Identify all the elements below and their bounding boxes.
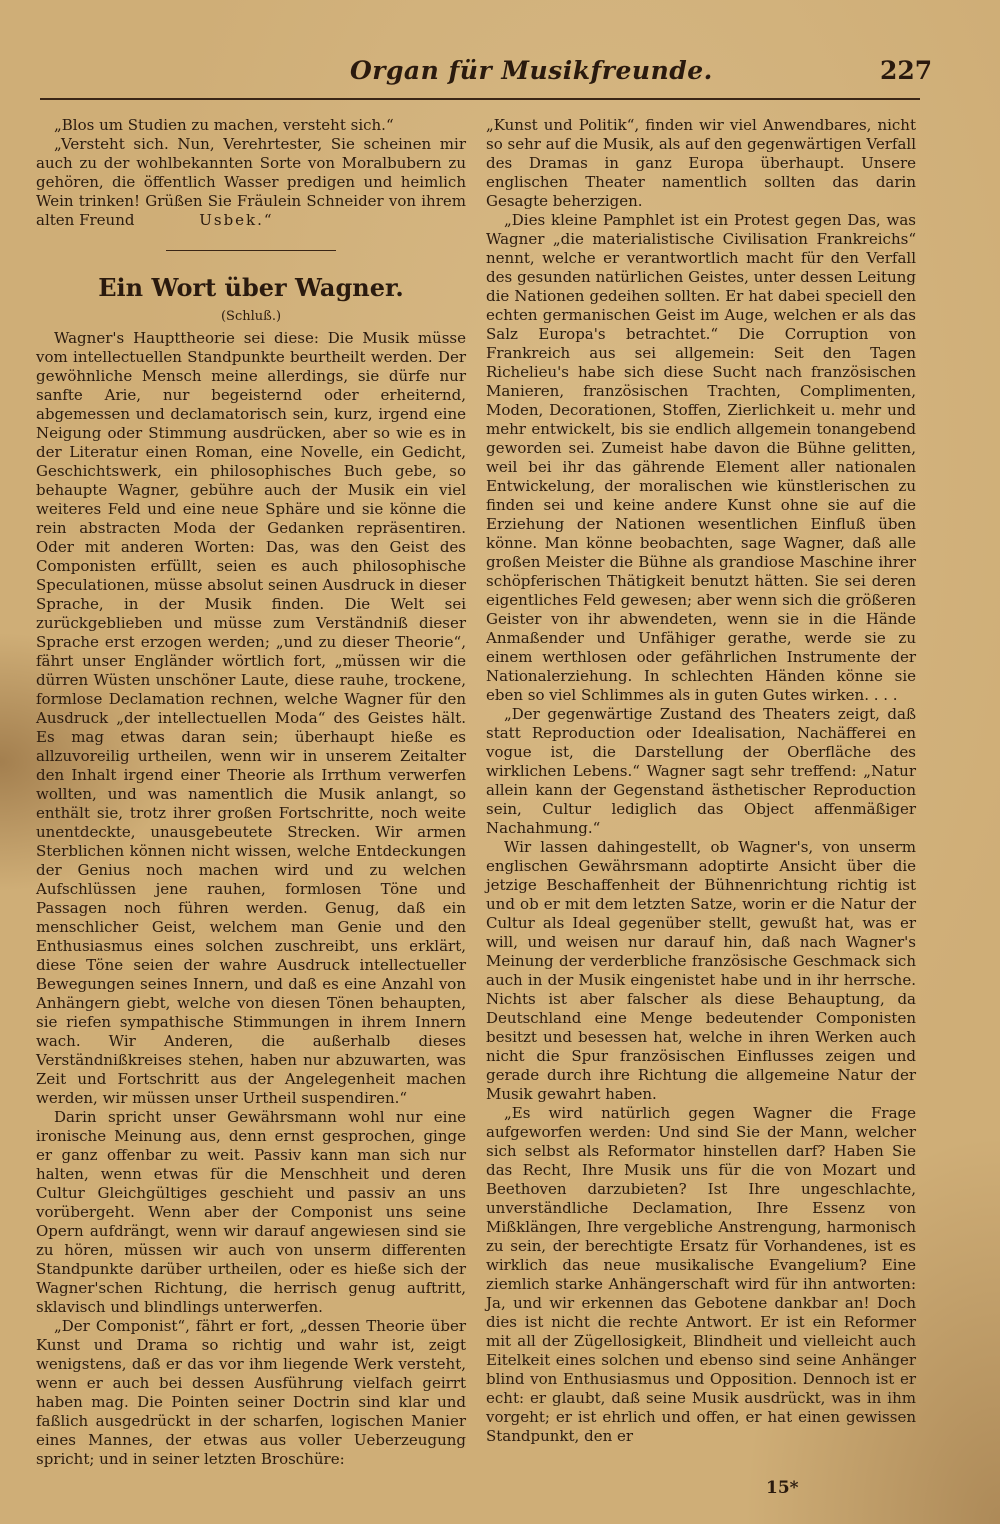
page-header bbox=[0, 56, 1000, 96]
page-number: 227 bbox=[880, 56, 933, 85]
article-subtitle: (Schluß.) bbox=[220, 309, 282, 324]
running-title: Organ für Musikfreunde. bbox=[350, 56, 713, 85]
intro-text: „Versteht sich. Nun, Verehrtester, Sie scheinen mir auch zu der wohlbekannten Sorte von Moralbubern zu gehören, die öffentlich Wasser predigen und heimlich Wein trinken! Grüßen Sie Fräulein Schneider von ihrem alten Freund bbox=[36, 135, 466, 229]
body-paragraph: „Der Componist“, fährt er fort, „dessen Theorie über Kunst und Drama so richtig und wahr ist, zeigt wenigstens, daß er das vor ihm liegende Werk versteht, wenn er auch bei dessen Ausführung vielfach geirrt haben mag. Die Pointen seiner Doctrin sind klar und faßlich ausgedrückt in der scharfen, logischen Manier eines Mannes, der etwas aus voller Ueberzeugung spricht; und in seiner letzten Broschüre: bbox=[36, 1317, 466, 1468]
body-paragraph: Darin spricht unser Gewährsmann wohl nur eine ironische Meinung aus, denn ernst gesprochen, ginge er ganz offenbar zu weit. Passiv kann man sich nur halten, wenn etwas für die Menschheit und deren Cultur Gleichgültiges geschieht und passiv an uns vorübergeht. Wenn aber der Componist uns seine Opern aufdrängt, wenn wir darauf angewiesen sind sie zu hören, müssen wir auch von unserm differenten Standpunkte darüber urtheilen, oder es hieße sich der Wagner'schen Richtung, die herrisch genug auftritt, sklavisch und blindlings unterwerfen. bbox=[36, 1108, 466, 1316]
body-paragraph: „Es wird natürlich gegen Wagner die Frage aufgeworfen werden: Und sind Sie der Mann, welcher sich selbst als Reformator hinstellen darf? Haben Sie das Recht, Ihre Musik uns für die von Mozart und Beethoven darzubieten? Ist Ihre ungeschlachte, unverständliche Declamation, Ihre Essenz von Mißklängen, Ihre vergebliche Anstrengung, harmonisch zu sein, der berechtigte Ersatz für Vorhandenes, ist es wirklich das neue musikalische Evangelium? Eine ziemlich starke Anhängerschaft wird für ihn antworten: Ja, und wir erkennen das Gebotene dankbar an! Doch dies ist nicht die rechte Antwort. Er ist ein Reformer mit all der Zügellosigkeit, Blindheit und vielleicht auch Eitelkeit eines solchen und ebenso sind seine Anhänger blind von Enthusiasmus und Opposition. Dennoch ist er echt: er glaubt, daß seine Musik ausdrückt, was in ihm vorgeht; er ist ehrlich und offen, er hat einen gewissen Standpunkt, den er bbox=[486, 1104, 916, 1445]
intro-paragraph: „Blos um Studien zu machen, versteht sich.“ bbox=[54, 116, 394, 134]
signature-mark: 15* bbox=[766, 1478, 799, 1498]
section-divider bbox=[166, 250, 336, 251]
letter-signature: Usbek.“ bbox=[199, 211, 274, 229]
header-rule bbox=[40, 98, 920, 100]
intro-paragraph bbox=[36, 135, 466, 230]
body-paragraph: Wir lassen dahingestellt, ob Wagner's, von unserm englischen Gewährsmann adoptirte Ansicht über die jetzige Beschaffenheit der Bühnenrichtung richtig ist und ob er mit dem letzten Satze, worin er die Natur der Cultur als Ideal gegenüber stellt, gewußt hat, was er will, und weisen nur darauf hin, daß nach Wagner's Meinung der verderbliche französische Geschmack sich auch in der Musik eingenistet habe und in ihr herrsche. Nichts ist aber falscher als diese Behauptung, da Deutschland eine Menge bedeutender Componisten besitzt und besessen hat, welche in ihren Werken auch nicht die Spur französischen Einflusses zeigen und gerade durch ihre Richtung die allgemeine Natur der Musik gewahrt haben. bbox=[486, 838, 916, 1103]
body-paragraph: „Der gegenwärtige Zustand des Theaters zeigt, daß statt Reproduction oder Idealisation, Nachäfferei en vogue ist, die Darstellung der Oberfläche des wirklichen Lebens.“ Wagner sagt sehr treffend: „Natur allein kann der Gegenstand ästhetischer Reproduction sein, Cultur lediglich das Object affenmäßiger Nachahmung.“ bbox=[486, 705, 916, 837]
article-title: Ein Wort über Wagner. bbox=[98, 273, 404, 302]
body-paragraph: Wagner's Haupttheorie sei diese: Die Musik müsse vom intellectuellen Standpunkte beurtheilt werden. Der gewöhnliche Mensch meine allerdings, sie dürfe nur sanfte Arie, nur begeisternd oder erheiternd, abgemessen und declamatorisch sein, kurz, irgend eine Neigung oder Stimmung ausdrücken, aber so wie es in der Literatur einen Roman, eine Novelle, ein Gedicht, Geschichtswerk, ein philosophisches Buch gebe, so behaupte Wagner, gebühre auch der Musik ein viel weiteres Feld und eine neue Sphäre und sie könne die rein abstracten Moda der Gedanken repräsentiren. Oder mit anderen Worten: Das, was den Geist des Componisten erfüllt, seien es auch philosophische Speculationen, müsse absolut seinen Ausdruck in dieser Sprache, in der Musik finden. Die Welt sei zurückgeblieben und müsse zum Verständniß dieser Sprache erst erzogen werden; „und zu dieser Theorie“, fährt unser Engländer wörtlich fort, „müssen wir die dürren Wüsten unschöner Laute, diese rauhe, trockene, formlose Declamation rechnen, welche Wagner für den Ausdruck „der intellectuellen Moda“ des Geistes hält. Es mag etwas daran sein; überhaupt hieße es allzuvoreilig urtheilen, wenn wir in unserem Zeitalter den Inhalt irgend einer Theorie als Irrthum verwerfen wollten, und was namentlich die Musik anlangt, so enthält sie, trotz ihrer großen Fortschritte, noch weite unentdeckte, unausgebeutete Strecken. Wir armen Sterblichen können nicht wissen, welche Entdeckungen der Genius noch machen wird und zu welchen Aufschlüssen jene rauhen, formlosen Töne und Passagen noch führen werden. Genug, daß ein menschlicher Geist, welchem man Genie und den Enthusiasmus eines solchen zuschreibt, uns erklärt, diese Töne seien der wahre Ausdruck intellectueller Bewegungen seines Innern, und daß es eine Anzahl von Anhängern giebt, welche von diesen Tönen behaupten, sie riefen sympathische Stimmungen in ihrem Innern wach. Wir Anderen, die außerhalb dieses Verständnißkreises stehen, haben nur abzuwarten, was Zeit und Fortschritt aus der Angelegenheit machen werden, wir müssen unser Urtheil suspendiren.“ bbox=[36, 329, 466, 1107]
body-paragraph: „Kunst und Politik“, finden wir viel Anwendbares, nicht so sehr auf die Musik, als auf den gegenwärtigen Verfall des Dramas in ganz Europa überhaupt. Unsere englischen Theater namentlich sollten das darin Gesagte beherzigen. bbox=[486, 116, 916, 210]
left-column bbox=[36, 116, 466, 1469]
right-column bbox=[486, 116, 916, 1446]
body-paragraph: „Dies kleine Pamphlet ist ein Protest gegen Das, was Wagner „die materialistische Civilisation Frankreichs“ nennt, welche er verantwortlich macht für den Verfall des gesunden natürlichen Geistes, unter dessen Leitung die Nationen gedeihen sollten. Er hat dabei speciell den echten germanischen Geist im Auge, welchen er als das Salz Europa's betrachtet.“ Die Corruption von Frankreich aus sei allgemein: Seit den Tagen Richelieu's habe sich diese Sucht nach französischen Manieren, französischen Trachten, Complimenten, Moden, Decorationen, Stoffen, Zierlichkeit u. mehr und mehr entwickelt, bis sie endlich allgemein tonangebend geworden sei. Zumeist habe davon die Bühne gelitten, weil bei ihr das gährende Element aller nationalen Entwickelung, der moralischen wie künstlerischen zu finden sei und keine andere Kunst ohne sie auf die Erziehung der Nationen wesentlichen Einfluß üben könne. Man könne beobachten, sage Wagner, daß alle großen Meister die Bühne als grandiose Maschine ihrer schöpferischen Thätigkeit benutzt hätten. Sie sei deren eigentliches Feld gewesen; aber wenn sich die größeren Geister von ihr abwendeten, wenn sie in die Hände Anmaßender und Unfähiger gerathe, werde sie zu einem werthlosen oder gefährlichen Instrumente der Nationalerziehung. In schlechten Händen könne sie eben so viel Schlimmes als in guten Gutes wirken. . . . bbox=[486, 211, 916, 704]
